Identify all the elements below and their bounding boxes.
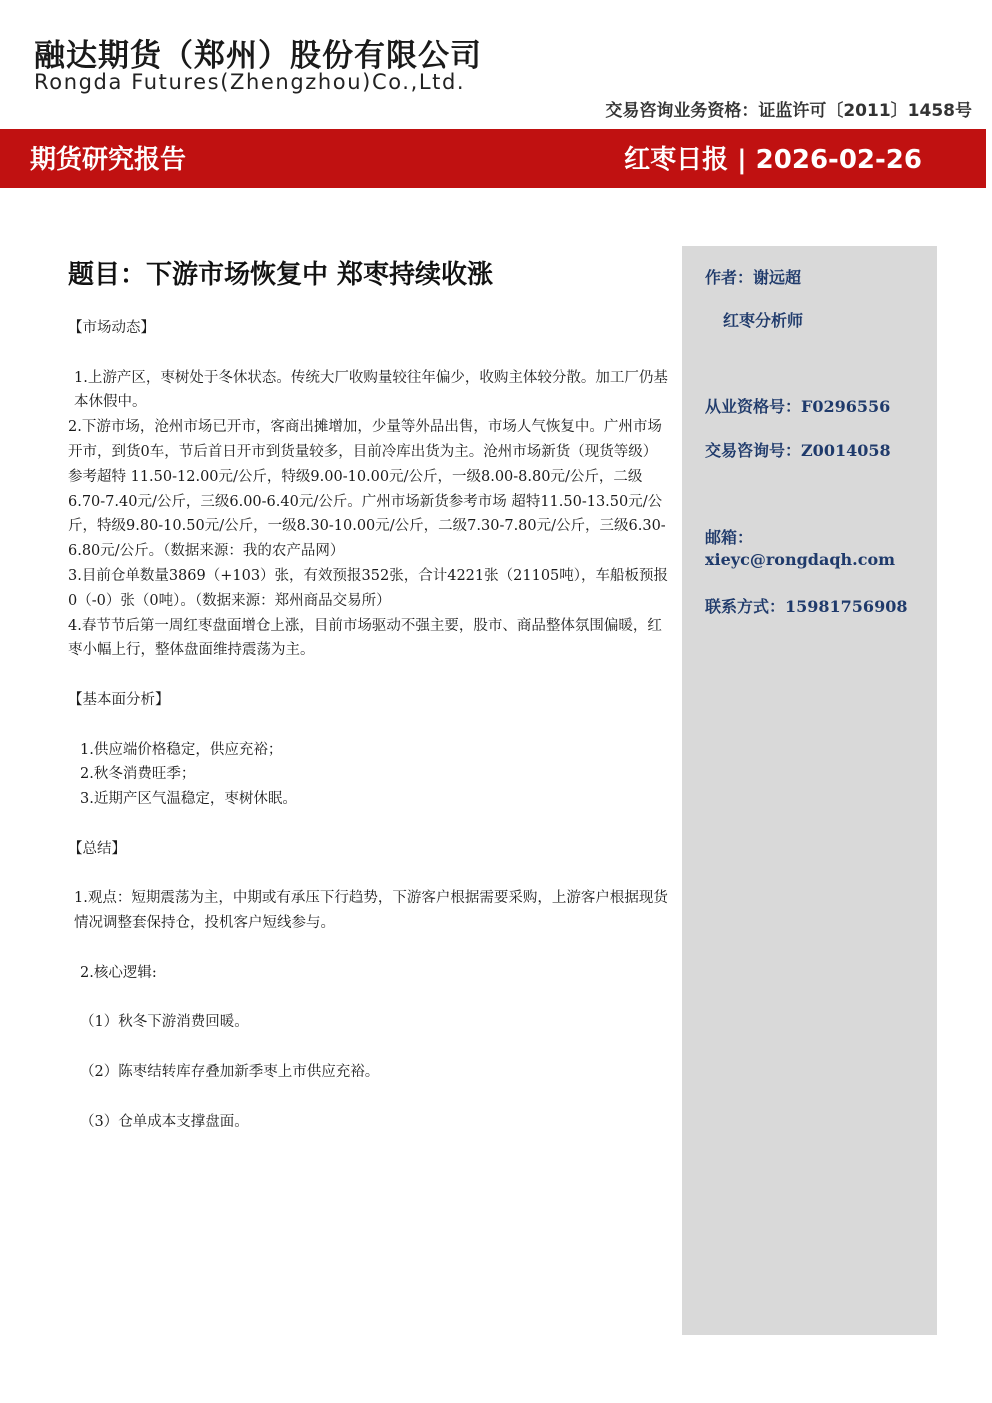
report-body — [68, 316, 670, 1134]
section-heading-market: 【市场动态】 — [68, 320, 155, 336]
author-role: 红枣分析师 — [723, 311, 804, 330]
consult-number: 交易咨询号：Z0014058 — [705, 441, 891, 460]
header-banner — [0, 129, 986, 188]
fundamental-item-1: 1.供应端价格稳定，供应充裕； — [80, 741, 283, 758]
market-paragraph-1: 1.上游产区，枣树处于冬休状态。传统大厂收购量较往年偏少，收购主体较分散。加工厂仍基本休假中。 — [74, 369, 668, 411]
fundamental-item-2: 2.秋冬消费旺季； — [80, 766, 196, 783]
logic-item-3: （3）仓单成本支撑盘面。 — [80, 1113, 249, 1130]
qualification-number: 从业资格号：F0296556 — [705, 397, 891, 416]
logic-item-1: （1）秋冬下游消费回暖。 — [80, 1014, 249, 1031]
author-sidebar — [682, 246, 937, 1335]
report-type: 期货研究报告 — [30, 145, 187, 175]
section-heading-fundamental: 【基本面分析】 — [68, 691, 170, 708]
logic-item-2: （2）陈枣结转库存叠加新季枣上市供应充裕。 — [80, 1063, 380, 1080]
fundamental-item-3: 3.近期产区气温稳定，枣树休眠。 — [80, 791, 297, 808]
report-name-date: 红枣日报 | 2026-02-26 — [624, 145, 922, 175]
section-heading-summary: 【总结】 — [68, 840, 126, 857]
market-paragraph-2: 2.下游市场，沧州市场已开市，客商出摊增加，少量等外品出售，市场人气恢复中。广州市场开市，到货0车，节后首日开市到货量较多，目前冷库出货为主。沧州市场新货（现货等级）参考超特 11.50-12.00元/公斤，特级9.00-10.00元/公斤，一级8.00-8.80元/公斤，二级6.70-7.40元/公斤，三级6.00-6.40元/公斤。广州市场新货参考市场 超特11.50-13.50元/公斤，特级9.80-10.50元/公斤，一级8.30-10.00元/公斤，二级7.30-7.80元/公斤，三级6.30-6.80元/公斤。（数据来源：我的农产品网） — [68, 419, 666, 560]
report-title: 题目：下游市场恢复中 郑枣持续收涨 — [68, 260, 494, 290]
author-name: 作者：谢远超 — [705, 268, 802, 287]
contact-phone: 联系方式：15981756908 — [705, 597, 908, 616]
summary-logic-heading: 2.核心逻辑: — [80, 964, 157, 981]
summary-view: 1.观点：短期震荡为主，中期或有承压下行趋势，下游客户根据需要采购，上游客户根据现货情况调整套保持仓，投机客户短线参与。 — [74, 890, 668, 932]
email-label: 邮箱： — [705, 528, 754, 547]
company-name-cn: 融达期货（郑州）股份有限公司 — [34, 38, 482, 74]
email-address[interactable]: xieyc@rongdaqh.com — [705, 550, 896, 569]
company-name-en: Rongda Futures(Zhengzhou)Co.,Ltd. — [34, 70, 466, 94]
market-paragraph-3: 3.目前仓单数量3869（+103）张，有效预报352张，合计4221张（21105吨），车船板预报0（-0）张（0吨）。（数据来源：郑州商品交易所） — [68, 567, 669, 609]
license-info: 交易咨询业务资格：证监许可〔2011〕1458号 — [605, 101, 972, 121]
market-paragraph-4: 4.春节节后第一周红枣盘面增仓上涨，目前市场驱动不强主要，股市、商品整体氛围偏暖，红枣小幅上行，整体盘面维持震荡为主。 — [68, 617, 662, 659]
